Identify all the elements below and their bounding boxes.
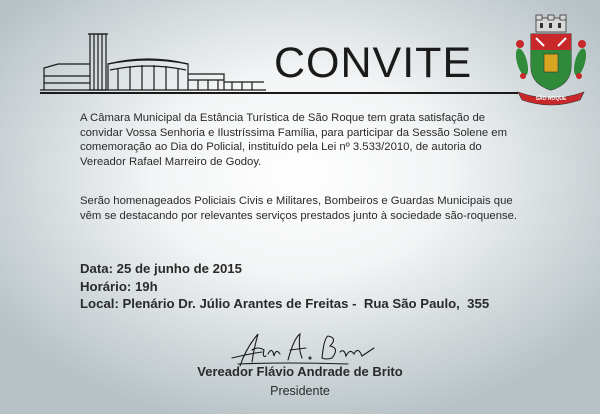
- crest-ribbon-text: SÃO ROQUE: [535, 96, 567, 102]
- event-location: Local: Plenário Dr. Júlio Arantes de Freitas - Rua São Paulo, 355: [80, 296, 490, 312]
- coat-of-arms-icon: [514, 14, 588, 106]
- invitation-paragraph-2: Serão homenageados Policiais Civis e Militares, Bombeiros e Guardas Municipais que vêm se destacando por relevantes serviços prestados junto à sociedade são-roquense.: [80, 195, 518, 222]
- event-details: [80, 260, 489, 313]
- event-date: Data: 25 de junho de 2015: [80, 261, 242, 276]
- invitation-paragraph-1: A Câmara Municipal da Estância Turística de São Roque tem grata satisfação de convidar Vossa Senhoria e Ilustríssima Família, para participar da Sessão Solene em comemoração ao Dia do Policial, instituído pela Lei nº 3.533/2010, de autoria do Vereador Rafael Marreiro de Godoy.: [80, 112, 507, 168]
- event-time: Horário: 19h: [80, 278, 158, 294]
- signer-title: Presidente: [270, 384, 330, 398]
- chamber-building-icon: [38, 26, 268, 92]
- signer-name: Vereador Flávio Andrade de Brito: [197, 364, 403, 379]
- invitation-header: [0, 0, 600, 105]
- page-title: CONVITE: [274, 39, 473, 87]
- header-divider: [40, 92, 518, 94]
